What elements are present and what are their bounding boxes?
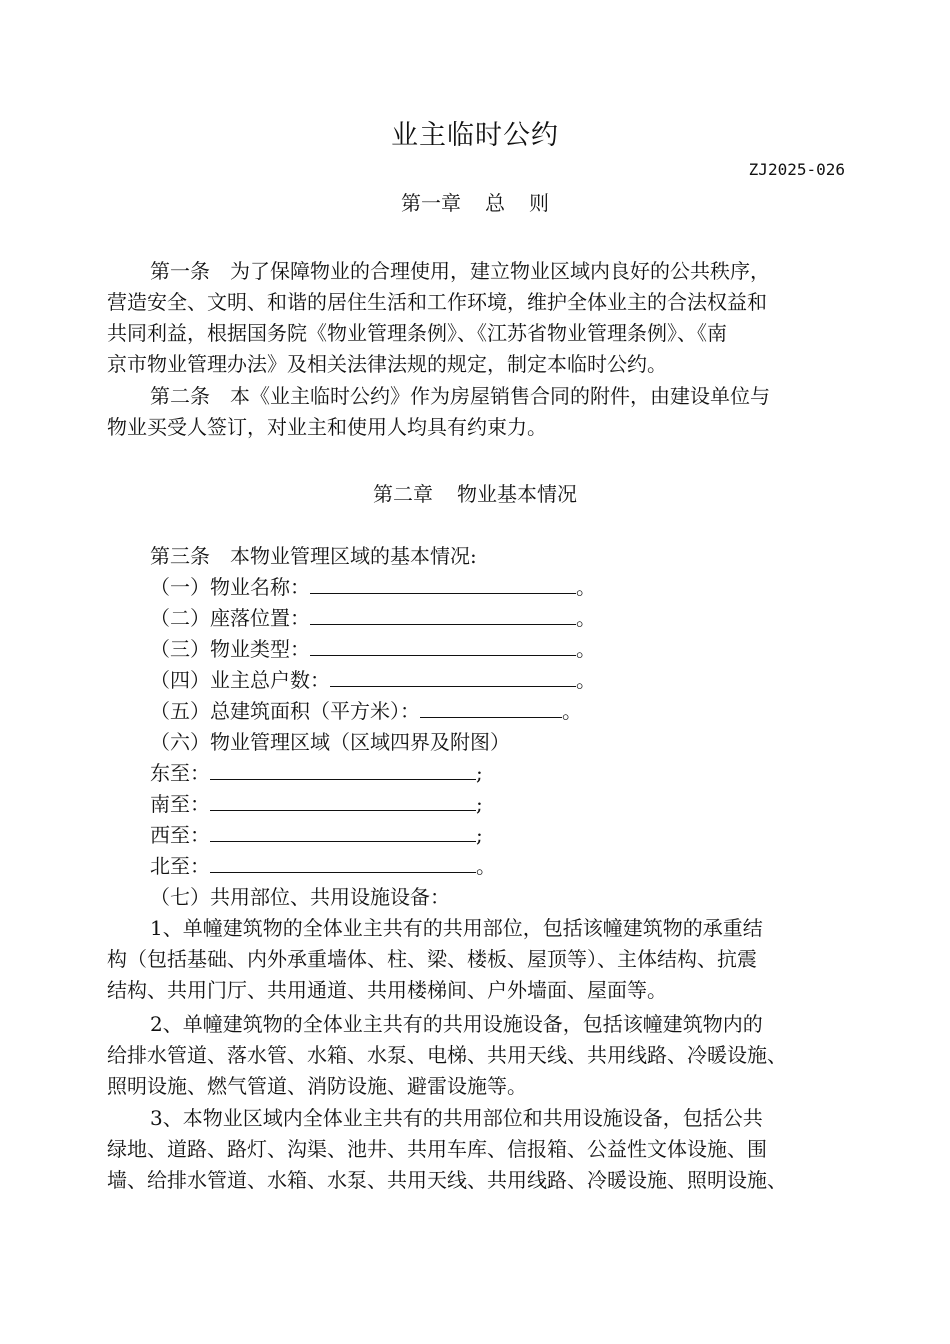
- shared-para-2-line-2: 给排水管道、落水管、水箱、水泵、电梯、共用天线、共用线路、冷暖设施、: [107, 1043, 787, 1067]
- owner-count-field[interactable]: [330, 666, 576, 687]
- total-area-row: （五）总建筑面积（平方米）： 。: [150, 699, 582, 723]
- article-1-line-3: 共同利益，根据国务院《物业管理条例》、《江苏省物业管理条例》、《南: [107, 321, 727, 345]
- article-1-label: 第一条: [150, 259, 210, 283]
- shared-para-2-line-3: 照明设施、燃气管道、消防设施、避雷设施等。: [107, 1074, 527, 1098]
- total-area-field[interactable]: [420, 697, 562, 718]
- article-1-line-4: 京市物业管理办法》及相关法律法规的规定，制定本临时公约。: [107, 352, 667, 376]
- chapter-1-name-part2: 则: [529, 191, 549, 215]
- shared-para-1-line-3: 结构、共用门厅、共用通道、共用楼梯间、户外墙面、屋面等。: [107, 978, 667, 1002]
- article-3-intro: 第三条 本物业管理区域的基本情况:: [150, 544, 477, 568]
- north-bound-field[interactable]: [210, 852, 476, 873]
- shared-facilities-label: （七）共用部位、共用设施设备：: [150, 885, 450, 909]
- property-type-row: （三）物业类型： 。: [150, 637, 596, 661]
- shared-para-3-line-1: 3、本物业区域内全体业主共有的共用部位和共用设施设备，包括公共: [150, 1106, 763, 1130]
- north-bound-row: 北至： 。: [150, 854, 496, 878]
- property-type-field[interactable]: [310, 635, 576, 656]
- shared-para-1-line-1: 1、单幢建筑物的全体业主共有的共用部位，包括该幢建筑物的承重结: [150, 916, 763, 940]
- management-area-label: （六）物业管理区域（区域四界及附图）: [150, 730, 510, 754]
- chapter-1-number: 第一章: [401, 191, 461, 215]
- west-bound-field[interactable]: [210, 821, 476, 842]
- east-bound-row: 东至： ;: [150, 761, 483, 785]
- chapter-2-heading: [0, 478, 950, 507]
- shared-para-3-line-2: 绿地、道路、路灯、沟渠、池井、共用车库、信报箱、公益性文体设施、围: [107, 1137, 767, 1161]
- document-title: 业主临时公约: [391, 120, 559, 151]
- chapter-2-number: 第二章: [373, 482, 433, 506]
- east-bound-field[interactable]: [210, 759, 476, 780]
- property-name-row: （一）物业名称： 。: [150, 575, 596, 599]
- article-2-line-2: 物业买受人签订，对业主和使用人均具有约束力。: [107, 415, 547, 439]
- shared-para-3-line-3: 墙、给排水管道、水箱、水泵、共用天线、共用线路、冷暖设施、照明设施、: [107, 1168, 787, 1192]
- location-field[interactable]: [310, 604, 576, 625]
- west-bound-row: 西至： ;: [150, 823, 483, 847]
- article-2-label: 第二条: [150, 384, 210, 408]
- article-1-line-2: 营造安全、文明、和谐的居住生活和工作环境，维护全体业主的合法权益和: [107, 290, 767, 314]
- south-bound-row: 南至： ;: [150, 792, 483, 816]
- location-row: （二）座落位置： 。: [150, 606, 596, 630]
- article-3-label: 第三条: [150, 544, 210, 568]
- chapter-2-name: 物业基本情况: [457, 482, 577, 506]
- article-2-line-1: 第二条 本《业主临时公约》作为房屋销售合同的附件，由建设单位与: [150, 384, 770, 408]
- document-number: ZJ2025-026: [748, 160, 845, 179]
- south-bound-field[interactable]: [210, 790, 476, 811]
- chapter-1-name-part1: 总: [485, 191, 505, 215]
- owner-count-row: （四）业主总户数： 。: [150, 668, 596, 692]
- property-name-field[interactable]: [310, 573, 576, 594]
- shared-para-2-line-1: 2、单幢建筑物的全体业主共有的共用设施设备，包括该幢建筑物内的: [150, 1012, 763, 1036]
- article-1-line-1: 第一条 为了保障物业的合理使用，建立物业区域内良好的公共秩序，: [150, 259, 770, 283]
- shared-para-1-line-2: 构（包括基础、内外承重墙体、柱、梁、楼板、屋顶等）、主体结构、抗震: [107, 947, 757, 971]
- chapter-1-heading: [0, 187, 950, 216]
